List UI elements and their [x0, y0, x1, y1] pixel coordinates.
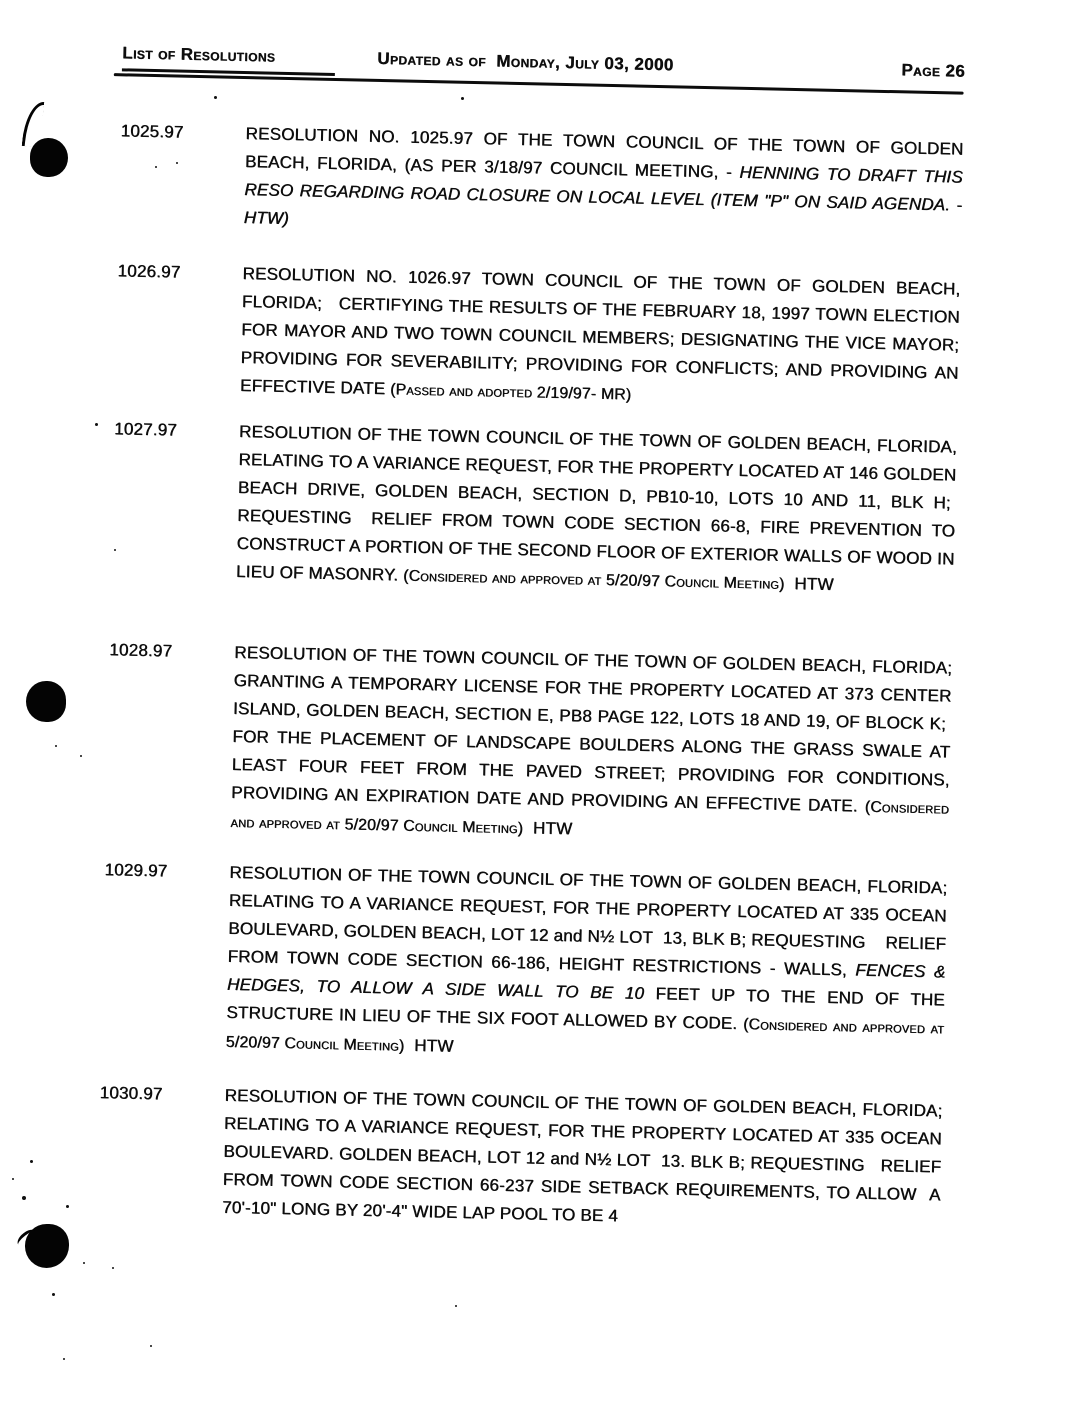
scan-speck [176, 162, 178, 164]
resolution-number: 1029.97 [104, 860, 168, 881]
text-segment: RESOLUTION NO. 1025.97 OF THE TOWN COUNCIL OF THE TOWN OF GOLDEN BEACH, FLORIDA, (AS PER 3/18/97 COUNCIL MEETING, - [244, 124, 964, 182]
text-segment: (Passed and adopted 2/19/97- MR) [389, 381, 632, 404]
text-segment: RESOLUTION OF THE TOWN COUNCIL OF THE TOWN OF GOLDEN BEACH, FLORIDA; RELATING TO A VARIANCE REQUEST, FOR THE PROPERTY LOCATED AT 335 OCEAN BOULEVARD. GOLDEN BEACH, LOT 12 and N½ LOT 13. BLK B; REQUESTING RELIEF FROM TOWN CODE SECTION 66-237 SIDE SETBACK REQUIREMENTS, TO ALLOW A 70'-10" LONG BY 20'-4" WIDE LAP POOL TO BE 4 [221, 1085, 943, 1226]
resolution-entry [100, 856, 947, 1072]
text-segment: RESOLUTION NO. 1026.97 TOWN COUNCIL OF THE TOWN OF GOLDEN BEACH, FLORIDA; CERTIFYING THE RESULTS OF THE FEBRUARY 18, 1997 TOWN ELECTION FOR MAYOR AND TWO TOWN COUNCIL MEMBERS; DESIGNATING THE VICE MAYOR; PROVIDING FOR SEVERABILITY; PROVIDING FOR CONFLICTS; AND PROVIDING AN EFFECTIVE DATE [239, 263, 961, 399]
text-segment: (Considered and approved at 5/20/97 Council Meeting) [230, 798, 950, 838]
text-segment: FENCES & HEDGES, TO ALLOW A SIDE WALL TO BE 10 [226, 960, 946, 1003]
resolution-text [222, 1082, 943, 1238]
resolution-text [240, 260, 961, 417]
text-segment: RESOLUTION OF THE TOWN COUNCIL OF THE TOWN OF GOLDEN BEACH, FLORIDA, RELATING TO A VARIANCE REQUEST, FOR THE PROPERTY LOCATED AT 146 GOLDEN BEACH DRIVE, GOLDEN BEACH, SECTION D, PB10-10, LOTS 10 AND 11, BLK H; REQUESTING RELIEF FROM TOWN CODE SECTION 66-8, FIRE PREVENTION TO CONSTRUCT A PORTION OF THE SECOND FLOOR OF EXTERIOR WALLS OF WOOD IN LIEU OF MASONRY. [235, 421, 958, 585]
scan-speck [95, 423, 98, 426]
scan-speck [22, 1196, 26, 1200]
scan-speck [30, 1160, 33, 1163]
text-segment: HTW [404, 1035, 454, 1056]
resolution-entry [115, 257, 961, 416]
resolution-number: 1027.97 [113, 419, 178, 440]
resolution-text [236, 418, 958, 603]
text-segment: HTW [784, 573, 834, 594]
scan-speck [63, 1358, 65, 1360]
resolution-entry [111, 415, 957, 602]
scan-speck [55, 745, 57, 747]
scan-speck [52, 1293, 55, 1296]
scan-speck [114, 549, 116, 551]
header-title: List of Resolutions [122, 43, 336, 76]
header-page-number: Page 26 [901, 60, 966, 81]
scan-speck [155, 166, 157, 168]
text-segment: RESOLUTION OF THE TOWN COUNCIL OF THE TOWN OF GOLDEN BEACH, FLORIDA; RELATING TO A VARIANCE REQUEST, FOR THE PROPERTY LOCATED AT 335 OCEAN BOULEVARD, GOLDEN BEACH, LOT 12 and N½ LOT 13, BLK B; REQUESTING RELIEF FROM TOWN CODE SECTION 66-186, HEIGHT RESTRICTIONS - WALLS, [227, 862, 948, 980]
scan-speck [455, 1305, 457, 1307]
resolution-number: 1026.97 [117, 261, 181, 282]
header-updated-date: Updated as of Monday, July 03, 2000 [377, 48, 674, 75]
text-segment: FEET UP TO THE END OF THE STRUCTURE IN LIEU OF THE SIX FOOT ALLOWED BY CODE. [226, 983, 946, 1034]
text-segment: HENNING TO DRAFT THIS RESO REGARDING ROAD CLOSURE ON LOCAL LEVEL (ITEM "P" ON SAID AGENDA. - HTW) [243, 162, 963, 228]
scan-speck [461, 97, 464, 100]
text-segment: (Considered and approved at 5/20/97 Council Meeting) [402, 567, 785, 593]
resolution-text [243, 120, 963, 248]
resolution-entry [118, 117, 963, 247]
resolution-number: 1025.97 [120, 121, 184, 142]
scan-speck [66, 1205, 69, 1208]
text-segment: HTW [522, 818, 573, 839]
scan-speck [150, 1345, 152, 1347]
scan-speck [112, 1267, 114, 1269]
resolution-text [230, 639, 952, 853]
resolution-number: 1028.97 [109, 640, 173, 661]
scan-speck [83, 1262, 85, 1264]
text-segment: RESOLUTION OF THE TOWN COUNCIL OF THE TOWN OF GOLDEN BEACH, FLORIDA; GRANTING A TEMPORARY LICENSE FOR THE PROPERTY LOCATED AT 373 CENTER ISLAND, GOLDEN BEACH, SECTION E, PB8 PAGE 122, LOTS 18 AND 19, OF BLOCK K; FOR THE PLACEMENT OF LANDSCAPE BOULDERS ALONG THE GRASS SWALE AT LEAST FOUR FEET FROM THE PAVED STREET; PROVIDING FOR CONDITIONS, PROVIDING AN EXPIRATION DATE AND PROVIDING AN EFFECTIVE DATE. [230, 642, 953, 816]
hole-punch-mark [26, 681, 66, 722]
resolution-text [225, 859, 947, 1073]
resolution-entry [105, 636, 952, 852]
resolution-entry [97, 1079, 943, 1237]
scan-speck [214, 96, 217, 99]
text-segment: (Considered and approved at 5/20/97 Council Meeting) [225, 1016, 945, 1055]
scan-speck [12, 1178, 14, 1180]
resolution-number: 1030.97 [99, 1083, 163, 1104]
scan-speck [80, 755, 82, 757]
